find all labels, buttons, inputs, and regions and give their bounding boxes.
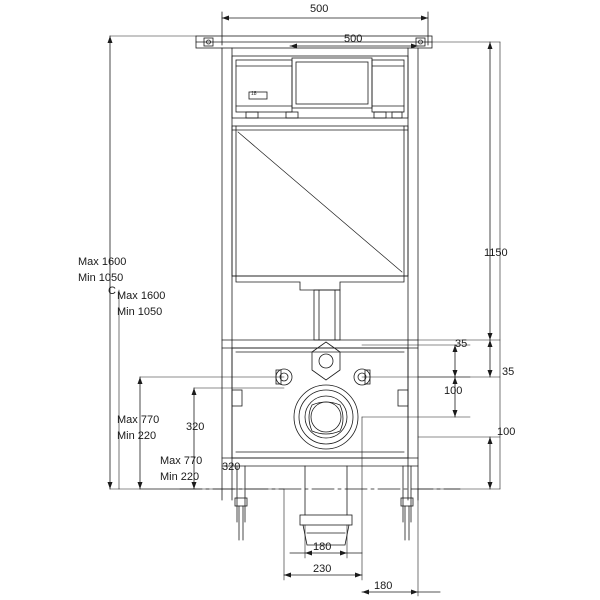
cistern-left-cap xyxy=(236,60,292,112)
dim-label-1150: 1150 xyxy=(484,247,508,259)
dim-label-320-b: 320 xyxy=(222,461,241,473)
dim-label-right-100: 100 xyxy=(497,426,516,438)
dim-label-inner-100: 100 xyxy=(444,385,463,397)
dim-label-max-770-b: Max 770 xyxy=(160,455,203,467)
dim-label-min-220-b: Min 220 xyxy=(160,471,200,483)
dim-label-bottom-180: 180 xyxy=(313,541,332,553)
dim-label-320: 320 xyxy=(186,421,205,433)
dim-label-min-1050: Min 1050 xyxy=(78,272,124,284)
right-side-plate xyxy=(398,390,408,406)
dim-label-bottom-230: 230 xyxy=(313,563,332,575)
dim-label-marker-c: C xyxy=(108,285,116,297)
dim-label-top-500: 500 xyxy=(310,3,329,15)
dim-label-bottom-180-outer: 180 xyxy=(374,580,393,592)
flush-pipe xyxy=(314,290,340,340)
dim-label-max-1600: Max 1600 xyxy=(78,256,127,268)
cistern-right-cap xyxy=(372,60,404,112)
dim-label-max-770: Max 770 xyxy=(117,414,160,426)
dim-label-right-35: 35 xyxy=(502,366,515,378)
dim-label-min-1050-b: Min 1050 xyxy=(117,306,163,318)
dim-label-min-220: Min 220 xyxy=(117,430,157,442)
dim-label-inner-500: 500 xyxy=(344,33,363,45)
dim-label-inner-35: 35 xyxy=(455,338,468,350)
inspection-opening xyxy=(292,58,372,108)
plate-mark-text: 18 xyxy=(251,91,257,97)
dim-label-max-1600-b: Max 1600 xyxy=(117,290,166,302)
waste-outlet-outer xyxy=(294,385,358,449)
cistern-body xyxy=(232,126,408,276)
cistern-top-box xyxy=(232,56,408,118)
left-side-plate xyxy=(232,390,242,406)
